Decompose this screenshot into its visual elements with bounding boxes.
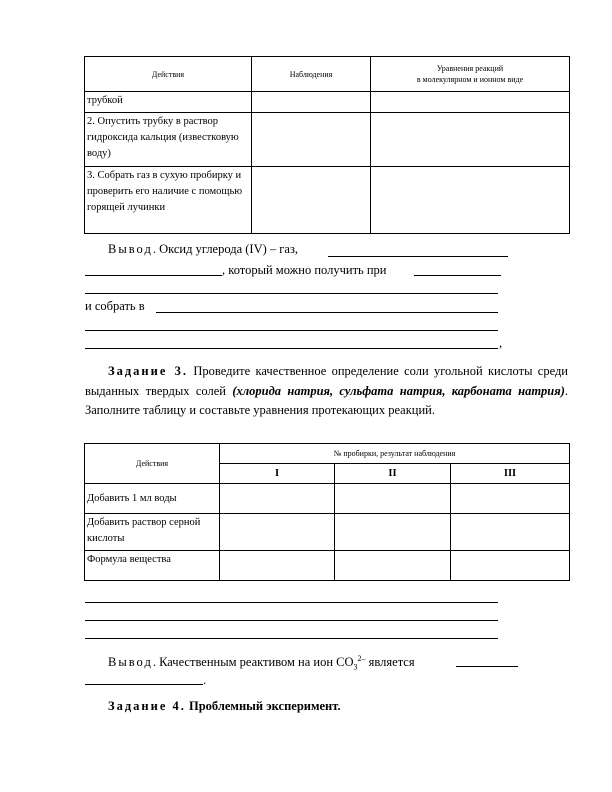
answer-blank[interactable] xyxy=(85,293,498,294)
result-cell[interactable] xyxy=(335,514,451,551)
table-row xyxy=(85,484,570,514)
conclusion-2-end: . xyxy=(203,673,207,687)
table-row xyxy=(85,167,570,234)
task-3-label: Задание 3. xyxy=(108,364,189,378)
equation-cell[interactable] xyxy=(371,113,570,167)
ion-subscript: 3 xyxy=(353,662,358,672)
result-cell[interactable] xyxy=(335,551,451,581)
answer-blank[interactable] xyxy=(85,684,203,685)
column-header-equations xyxy=(371,57,570,92)
task-4-label: Задание 4. xyxy=(108,699,186,713)
observation-cell[interactable] xyxy=(252,113,371,167)
column-header-tube-2: II xyxy=(335,464,451,484)
task-3-text-b: . Заполните таблицу и составьте уравнения протекающих реакций. xyxy=(85,383,568,417)
conclusion-1-line-1 xyxy=(108,240,298,258)
answer-blank[interactable] xyxy=(85,348,498,349)
conclusion-1-line-2: , который можно получить при xyxy=(222,263,387,277)
answer-blank[interactable] xyxy=(414,275,501,276)
column-header-observations: Наблюдения xyxy=(252,57,371,92)
answer-blank[interactable] xyxy=(85,330,498,331)
column-header-tube-group: № пробирки, результат наблюдения xyxy=(220,444,570,464)
column-header-actions: Действия xyxy=(85,444,220,484)
conclusion-label: Вывод xyxy=(108,655,153,669)
task-4-heading xyxy=(108,697,341,715)
task-3-text-a: Проведите качественное определение соли угольной кислоты среди выданных твердых солей xyxy=(85,364,569,398)
column-header-actions: Действия xyxy=(85,57,252,92)
conclusion-label: Вывод xyxy=(108,242,153,256)
result-cell[interactable] xyxy=(220,551,335,581)
observation-cell[interactable] xyxy=(252,167,371,234)
equation-blank[interactable] xyxy=(85,620,498,621)
action-cell: 3. Собрать газ в сухую пробирку и проверить его наличие с помощью горящей лучинки xyxy=(85,167,252,234)
observation-cell[interactable] xyxy=(252,92,371,113)
ion-charge: 2– xyxy=(357,653,366,663)
task-3-salts: (хлорида натрия, сульфата натрия, карбоната натрия) xyxy=(232,383,565,398)
answer-blank[interactable] xyxy=(156,312,498,313)
table-row xyxy=(85,514,570,551)
answer-blank[interactable] xyxy=(456,666,518,667)
equation-cell[interactable] xyxy=(371,167,570,234)
conclusion-text-2: является xyxy=(365,655,415,669)
result-cell[interactable] xyxy=(451,551,570,581)
action-cell: трубкой xyxy=(85,92,252,113)
table-row xyxy=(85,551,570,581)
result-cell[interactable] xyxy=(220,514,335,551)
answer-blank[interactable] xyxy=(328,256,508,257)
result-cell[interactable] xyxy=(335,484,451,514)
result-cell[interactable] xyxy=(451,514,570,551)
result-cell[interactable] xyxy=(451,484,570,514)
action-cell: Добавить раствор серной кислоты xyxy=(85,514,220,551)
conclusion-1-line-3: и собрать в xyxy=(85,299,145,313)
action-cell: Добавить 1 мл воды xyxy=(85,484,220,514)
column-header-equations-line1: Уравнения реакций xyxy=(436,64,504,73)
task-4-title: Проблемный эксперимент. xyxy=(185,699,341,713)
conclusion-1-end: , xyxy=(499,336,503,350)
equation-blank[interactable] xyxy=(85,638,498,639)
actions-observations-table xyxy=(84,56,570,234)
salt-identification-table xyxy=(84,443,570,581)
conclusion-2-line-1 xyxy=(108,653,415,671)
column-header-equations-line2: в молекулярном и ионном виде xyxy=(416,75,524,84)
action-cell: Формула вещества xyxy=(85,551,220,581)
conclusion-text: . Качественным реактивом на ион CO xyxy=(152,655,354,669)
task-3-paragraph xyxy=(85,362,568,421)
answer-blank[interactable] xyxy=(85,275,222,276)
result-cell[interactable] xyxy=(220,484,335,514)
equation-cell[interactable] xyxy=(371,92,570,113)
column-header-tube-1: I xyxy=(220,464,335,484)
conclusion-text: . Оксид углерода (IV) – газ, xyxy=(152,242,299,256)
equation-blank[interactable] xyxy=(85,602,498,603)
column-header-tube-3: III xyxy=(451,464,570,484)
table-row xyxy=(85,92,570,113)
action-cell: 2. Опустить трубку в раствор гидроксида кальция (известковую воду) xyxy=(85,113,252,167)
table-row xyxy=(85,113,570,167)
